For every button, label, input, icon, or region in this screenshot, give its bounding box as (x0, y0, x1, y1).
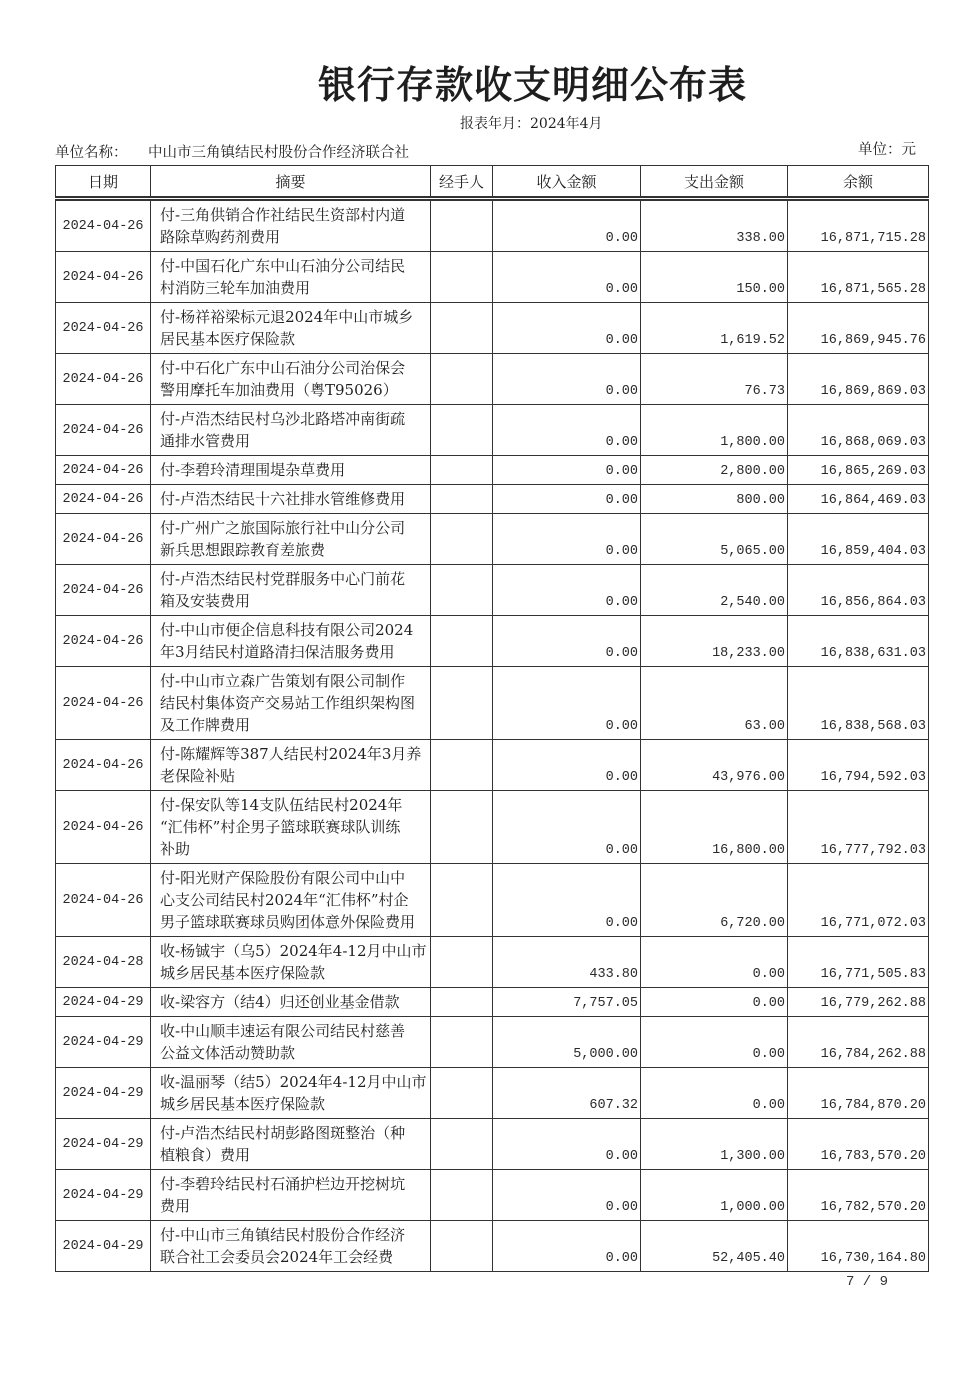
summary-cell (151, 937, 431, 988)
date-cell: 2024-04-26 (56, 791, 151, 864)
date-cell: 2024-04-26 (56, 303, 151, 354)
balance-cell: 16,838,631.03 (788, 616, 929, 667)
summary-line: 付-中山市三角镇结民村股份合作经济 (160, 1226, 406, 1244)
date-cell: 2024-04-26 (56, 252, 151, 303)
income-cell: 0.00 (493, 354, 641, 405)
income-cell: 7,757.05 (493, 988, 641, 1017)
page-number: 7 / 9 (846, 1274, 889, 1290)
summary-cell (151, 1221, 431, 1272)
expense-cell: 1,300.00 (641, 1119, 788, 1170)
date-cell: 2024-04-29 (56, 1119, 151, 1170)
header-date: 日期 (56, 166, 151, 199)
summary-cell (151, 199, 431, 252)
income-cell: 5,000.00 (493, 1017, 641, 1068)
income-cell: 0.00 (493, 667, 641, 740)
summary-line: 付-陈耀辉等387人结民村2024年3月养 (160, 745, 422, 763)
expense-cell: 0.00 (641, 1017, 788, 1068)
expense-cell: 2,800.00 (641, 456, 788, 485)
summary-line: 收-温丽琴（结5）2024年4-12月中山市 (160, 1073, 427, 1091)
date-cell: 2024-04-26 (56, 616, 151, 667)
summary-line: 公益文体活动赞助款 (160, 1044, 296, 1062)
balance-cell: 16,794,592.03 (788, 740, 929, 791)
date-cell: 2024-04-29 (56, 1017, 151, 1068)
summary-line: 付-中山市便企信息科技有限公司2024 (160, 621, 414, 639)
expense-cell: 0.00 (641, 1068, 788, 1119)
summary-line: 城乡居民基本医疗保险款 (160, 964, 326, 982)
summary-line: 付-中山市立森广告策划有限公司制作 (160, 672, 406, 690)
expense-cell: 43,976.00 (641, 740, 788, 791)
handler-cell (431, 740, 493, 791)
table-row (56, 565, 929, 616)
summary-line: 付-卢浩杰结民村乌沙北路塔冲南街疏 (160, 410, 406, 428)
date-cell: 2024-04-26 (56, 514, 151, 565)
summary-line: 收-梁容方（结4）归还创业基金借款 (160, 993, 400, 1011)
summary-line: 付-李碧玲清理围堤杂草费用 (160, 461, 346, 479)
handler-cell (431, 565, 493, 616)
header-expense: 支出金额 (641, 166, 788, 199)
expense-cell: 800.00 (641, 485, 788, 514)
summary-line: 付-三角供销合作社结民生资部村内道 (160, 206, 406, 224)
handler-cell (431, 791, 493, 864)
summary-cell (151, 303, 431, 354)
table-row (56, 791, 929, 864)
table-row (56, 740, 929, 791)
balance-cell: 16,871,715.28 (788, 199, 929, 252)
income-cell: 0.00 (493, 485, 641, 514)
balance-cell: 16,771,072.03 (788, 864, 929, 937)
table-row (56, 456, 929, 485)
table-row (56, 405, 929, 456)
summary-cell (151, 252, 431, 303)
table-row (56, 864, 929, 937)
balance-cell: 16,869,869.03 (788, 354, 929, 405)
summary-line: 付-广州广之旅国际旅行社中山分公司 (160, 519, 406, 537)
income-cell: 0.00 (493, 303, 641, 354)
income-cell: 0.00 (493, 1170, 641, 1221)
handler-cell (431, 1017, 493, 1068)
expense-cell: 0.00 (641, 937, 788, 988)
table-row (56, 667, 929, 740)
table-row (56, 252, 929, 303)
income-cell: 0.00 (493, 791, 641, 864)
summary-line: 年3月结民村道路清扫保洁服务费用 (160, 643, 395, 661)
expense-cell: 63.00 (641, 667, 788, 740)
income-cell: 0.00 (493, 565, 641, 616)
summary-cell (151, 988, 431, 1017)
table-row (56, 354, 929, 405)
report-period: 报表年月：2024年4月 (460, 116, 603, 132)
balance-cell: 16,859,404.03 (788, 514, 929, 565)
income-cell: 0.00 (493, 405, 641, 456)
ledger-table (55, 165, 929, 1272)
handler-cell (431, 1119, 493, 1170)
summary-line: 植粮食）费用 (160, 1146, 251, 1164)
income-cell: 0.00 (493, 1119, 641, 1170)
summary-line: 村消防三轮车加油费用 (160, 279, 311, 297)
date-cell: 2024-04-26 (56, 864, 151, 937)
summary-line: 路除草购药剂费用 (160, 228, 281, 246)
summary-line: 男子篮球联赛球员购团体意外保险费用 (160, 913, 416, 931)
table-row (56, 1221, 929, 1272)
summary-cell (151, 485, 431, 514)
summary-line: 箱及安装费用 (160, 592, 251, 610)
summary-line: 老保险补贴 (160, 767, 236, 785)
balance-cell: 16,871,565.28 (788, 252, 929, 303)
header-summary: 摘要 (151, 166, 431, 199)
date-cell: 2024-04-26 (56, 199, 151, 252)
summary-line: 付-阳光财产保险股份有限公司中山中 (160, 869, 406, 887)
income-cell: 0.00 (493, 616, 641, 667)
date-cell: 2024-04-28 (56, 937, 151, 988)
balance-cell: 16,865,269.03 (788, 456, 929, 485)
balance-cell: 16,771,505.83 (788, 937, 929, 988)
date-cell: 2024-04-26 (56, 565, 151, 616)
summary-line: 收-中山顺丰速运有限公司结民村慈善 (160, 1022, 406, 1040)
handler-cell (431, 937, 493, 988)
summary-line: 结民村集体资产交易站工作组织架构图 (160, 694, 416, 712)
handler-cell (431, 616, 493, 667)
handler-cell (431, 405, 493, 456)
summary-line: 付-卢浩杰结民十六社排水管维修费用 (160, 490, 406, 508)
balance-cell: 16,730,164.80 (788, 1221, 929, 1272)
income-cell: 0.00 (493, 199, 641, 252)
summary-cell (151, 456, 431, 485)
date-cell: 2024-04-26 (56, 405, 151, 456)
handler-cell (431, 354, 493, 405)
summary-cell (151, 565, 431, 616)
expense-cell: 5,065.00 (641, 514, 788, 565)
handler-cell (431, 1221, 493, 1272)
summary-line: 新兵思想跟踪教育差旅费 (160, 541, 326, 559)
expense-cell: 1,619.52 (641, 303, 788, 354)
summary-line: 收-杨铖宇（乌5）2024年4-12月中山市 (160, 942, 427, 960)
balance-cell: 16,869,945.76 (788, 303, 929, 354)
handler-cell (431, 199, 493, 252)
balance-cell: 16,779,262.88 (788, 988, 929, 1017)
document-title: 银行存款收支明细公布表 (318, 62, 748, 107)
header-handler: 经手人 (431, 166, 493, 199)
date-cell: 2024-04-29 (56, 988, 151, 1017)
income-cell: 0.00 (493, 740, 641, 791)
summary-line: 联合社工会委员会2024年工会经费 (160, 1248, 394, 1266)
header-income: 收入金额 (493, 166, 641, 199)
income-cell: 607.32 (493, 1068, 641, 1119)
summary-line: 费用 (160, 1197, 191, 1215)
table-row (56, 514, 929, 565)
expense-cell: 1,000.00 (641, 1170, 788, 1221)
summary-cell (151, 740, 431, 791)
table-row (56, 988, 929, 1017)
summary-cell (151, 1017, 431, 1068)
expense-cell: 2,540.00 (641, 565, 788, 616)
summary-line: 付-中石化广东中山石油分公司治保会 (160, 359, 406, 377)
unit-name: 中山市三角镇结民村股份合作经济联合社 (148, 145, 409, 161)
currency-unit: 单位：元 (858, 142, 916, 158)
summary-line: 付-卢浩杰结民村党群服务中心门前花 (160, 570, 406, 588)
table-row (56, 616, 929, 667)
expense-cell: 1,800.00 (641, 405, 788, 456)
summary-cell (151, 1068, 431, 1119)
summary-cell (151, 791, 431, 864)
summary-cell (151, 1170, 431, 1221)
summary-cell (151, 514, 431, 565)
expense-cell: 52,405.40 (641, 1221, 788, 1272)
summary-cell (151, 667, 431, 740)
unit-name-label: 单位名称： (55, 145, 128, 161)
handler-cell (431, 864, 493, 937)
handler-cell (431, 456, 493, 485)
date-cell: 2024-04-26 (56, 667, 151, 740)
income-cell: 0.00 (493, 1221, 641, 1272)
summary-line: 付-李碧玲结民村石涌护栏边开挖树坑 (160, 1175, 406, 1193)
summary-line: 城乡居民基本医疗保险款 (160, 1095, 326, 1113)
income-cell: 0.00 (493, 514, 641, 565)
expense-cell: 6,720.00 (641, 864, 788, 937)
summary-line: 付-保安队等14支队伍结民村2024年 (160, 796, 403, 814)
summary-cell (151, 616, 431, 667)
table-row (56, 485, 929, 514)
summary-cell (151, 405, 431, 456)
date-cell: 2024-04-29 (56, 1221, 151, 1272)
summary-cell (151, 1119, 431, 1170)
ledger-body (56, 199, 929, 1272)
balance-cell: 16,783,570.20 (788, 1119, 929, 1170)
header-row (56, 166, 929, 199)
expense-cell: 0.00 (641, 988, 788, 1017)
expense-cell: 76.73 (641, 354, 788, 405)
balance-cell: 16,784,262.88 (788, 1017, 929, 1068)
date-cell: 2024-04-29 (56, 1170, 151, 1221)
table-row (56, 1068, 929, 1119)
expense-cell: 18,233.00 (641, 616, 788, 667)
summary-line: 付-杨祥裕梁标元退2024年中山市城乡 (160, 308, 414, 326)
summary-line: 补助 (160, 840, 191, 858)
handler-cell (431, 1068, 493, 1119)
table-row (56, 303, 929, 354)
expense-cell: 16,800.00 (641, 791, 788, 864)
date-cell: 2024-04-26 (56, 740, 151, 791)
summary-line: 付-卢浩杰结民村胡彭路图斑整治（种 (160, 1124, 406, 1142)
summary-line: “汇伟杯”村企男子篮球联赛球队训练 (160, 818, 401, 836)
balance-cell: 16,784,870.20 (788, 1068, 929, 1119)
summary-line: 付-中国石化广东中山石油分公司结民 (160, 257, 406, 275)
date-cell: 2024-04-26 (56, 485, 151, 514)
date-cell: 2024-04-29 (56, 1068, 151, 1119)
handler-cell (431, 485, 493, 514)
handler-cell (431, 514, 493, 565)
balance-cell: 16,777,792.03 (788, 791, 929, 864)
summary-line: 心支公司结民村2024年“汇伟杯”村企 (160, 891, 409, 909)
header-balance: 余额 (788, 166, 929, 199)
balance-cell: 16,856,864.03 (788, 565, 929, 616)
handler-cell (431, 1170, 493, 1221)
table-row (56, 1017, 929, 1068)
table-row (56, 199, 929, 252)
expense-cell: 150.00 (641, 252, 788, 303)
table-row (56, 1119, 929, 1170)
balance-cell: 16,864,469.03 (788, 485, 929, 514)
balance-cell: 16,868,069.03 (788, 405, 929, 456)
expense-cell: 338.00 (641, 199, 788, 252)
summary-line: 警用摩托车加油费用（粤T95026） (160, 381, 398, 399)
balance-cell: 16,838,568.03 (788, 667, 929, 740)
summary-line: 居民基本医疗保险款 (160, 330, 296, 348)
summary-line: 及工作牌费用 (160, 716, 251, 734)
table-row (56, 937, 929, 988)
handler-cell (431, 303, 493, 354)
income-cell: 0.00 (493, 864, 641, 937)
income-cell: 433.80 (493, 937, 641, 988)
balance-cell: 16,782,570.20 (788, 1170, 929, 1221)
summary-cell (151, 864, 431, 937)
handler-cell (431, 252, 493, 303)
income-cell: 0.00 (493, 252, 641, 303)
income-cell: 0.00 (493, 456, 641, 485)
handler-cell (431, 988, 493, 1017)
summary-line: 通排水管费用 (160, 432, 251, 450)
handler-cell (431, 667, 493, 740)
table-row (56, 1170, 929, 1221)
date-cell: 2024-04-26 (56, 354, 151, 405)
date-cell: 2024-04-26 (56, 456, 151, 485)
summary-cell (151, 354, 431, 405)
